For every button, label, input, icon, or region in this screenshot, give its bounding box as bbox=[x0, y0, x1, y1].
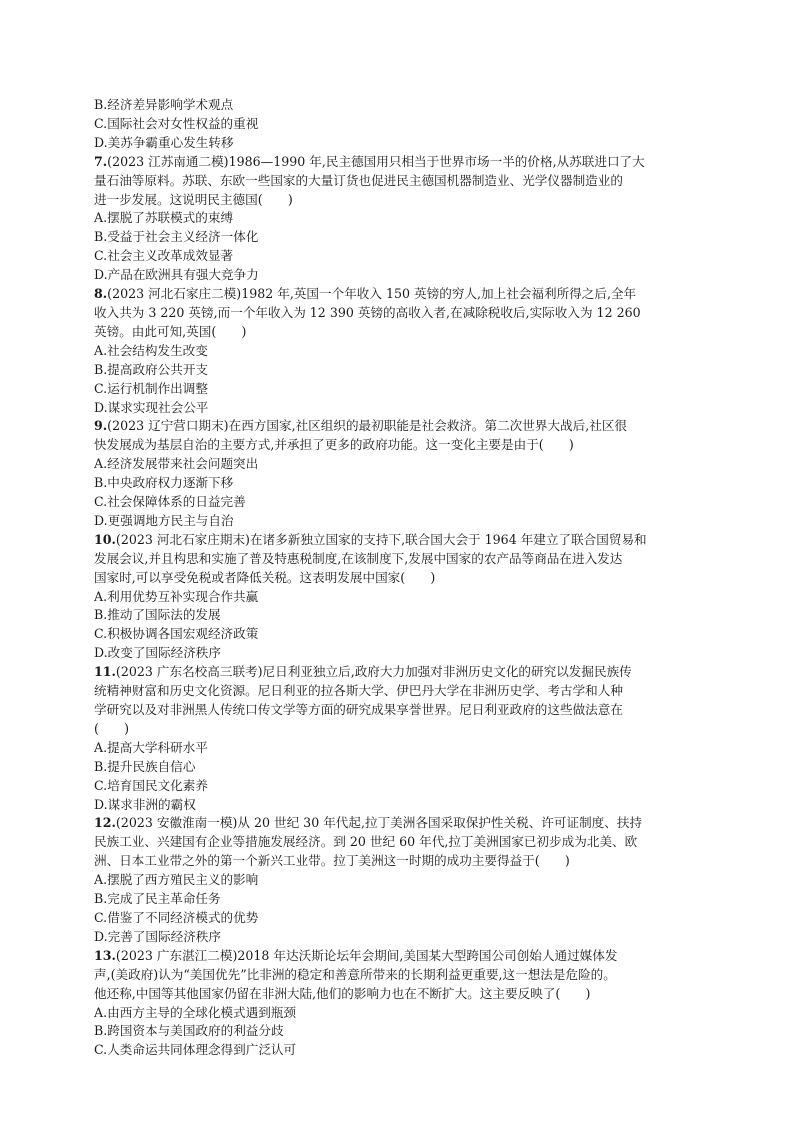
question-number: 9. bbox=[94, 418, 108, 434]
option-line: C.社会保障体系的日益完善 bbox=[94, 494, 246, 510]
option-line: D.更强调地方民主与自治 bbox=[94, 512, 234, 528]
option-line: A.利用优势互补实现合作共赢 bbox=[94, 588, 259, 604]
option-line: D.完善了国际经济秩序 bbox=[94, 928, 221, 944]
question-stem-text: (2023 辽宁营口期末)在西方国家,社区组织的最初职能是社会救济。第二次世界大战后,社区很 bbox=[107, 418, 628, 434]
question-stem-line: 学研究以及对非洲黑人传统口传文学等方面的研究成果享誉世界。尼日利亚政府的这些做法意在 bbox=[94, 702, 623, 717]
option-line: D.产品在欧洲具有强大竞争力 bbox=[94, 267, 259, 283]
option-line: A.由西方主导的全球化模式遇到瓶颈 bbox=[94, 1004, 297, 1020]
question-9 bbox=[94, 417, 712, 530]
question-stem-line: 进一步发展。这说明民主德国( ) bbox=[94, 191, 293, 207]
option-line: B.提升民族自信心 bbox=[94, 758, 196, 774]
option-line: C.积极协调各国宏观经济政策 bbox=[94, 626, 259, 642]
option-line: A.提高大学科研水平 bbox=[94, 739, 208, 755]
option-line: B.跨国资本与美国政府的利益分歧 bbox=[94, 1023, 284, 1039]
option-line: C.运行机制作出调整 bbox=[94, 380, 208, 396]
option-line: B.提高政府公共开支 bbox=[94, 361, 209, 377]
question-number: 8. bbox=[94, 286, 108, 302]
question-stem-line: 英镑。由此可知,英国( ) bbox=[94, 323, 247, 339]
question-13 bbox=[94, 947, 712, 1060]
question-stem-line bbox=[94, 417, 712, 436]
option-line: B.经济差异影响学术观点 bbox=[94, 97, 234, 112]
question-12 bbox=[94, 814, 712, 946]
option-line: C.人类命运共同体理念得到广泛认可 bbox=[94, 1042, 297, 1058]
option-line: B.中央政府权力逐渐下移 bbox=[94, 475, 234, 491]
question-stem-line: 量石油等原料。苏联、东欧一些国家的大量订货也促进民主德国机器制造业、光学仪器制造业的 bbox=[94, 172, 623, 188]
question-stem-line: 他还称,中国等其他国家仍留在非洲大陆,他们的影响力也在不断扩大。这主要反映了( ) bbox=[94, 985, 591, 1001]
question-stem-line: 民族工业、兴建国有企业等措施发展经济。到 20 世纪 60 年代,拉丁美洲国家已初步成为北美、欧 bbox=[94, 834, 638, 850]
question-stem-line: 国家时,可以享受免税或者降低关税。这表明发展中国家( ) bbox=[94, 569, 436, 585]
page-content bbox=[94, 96, 712, 1060]
question-stem-text: (2023 河北石家庄期末)在诸多新独立国家的支持下,联合国大会于 1964 年建立了联合国贸易和 bbox=[115, 531, 647, 547]
question-8 bbox=[94, 285, 712, 417]
question-stem-text: (2023 广东名校高三联考)尼日利亚独立后,政府大力加强对非洲历史文化的研究以发掘民族传 bbox=[115, 664, 632, 680]
question-11 bbox=[94, 663, 712, 814]
question-stem-line: 洲、日本工业带之外的第一个新兴工业带。拉丁美洲这一时期的成功主要得益于( ) bbox=[94, 853, 570, 869]
question-number: 13. bbox=[94, 947, 116, 963]
question-stem-line bbox=[94, 947, 712, 966]
option-line: A.摆脱了西方殖民主义的影响 bbox=[94, 872, 259, 888]
question-stem-line: 快发展成为基层自治的主要方式,并承担了更多的政府功能。这一变化主要是由于( ) bbox=[94, 437, 574, 453]
question-stem-line: ( ) bbox=[94, 720, 130, 736]
question-number: 7. bbox=[94, 153, 108, 169]
question-7 bbox=[94, 153, 712, 285]
option-line: A.摆脱了苏联模式的束缚 bbox=[94, 210, 234, 226]
question-stem-line: 声,(美政府)认为“美国优先”比非洲的稳定和善意所带来的长期利益更重要,这一想法是危险的。 bbox=[94, 966, 616, 982]
question-number: 12. bbox=[94, 815, 116, 831]
question-stem-line bbox=[94, 663, 712, 682]
question-number: 11. bbox=[94, 664, 116, 680]
question-stem-line: 发展会议,并且构思和实施了普及特惠税制度,在该制度下,发展中国家的农产品等商品在进入发达 bbox=[94, 550, 623, 566]
option-line: A.经济发展带来社会问题突出 bbox=[94, 456, 259, 472]
option-line: B.推动了国际法的发展 bbox=[94, 607, 221, 623]
question-stem-line bbox=[94, 153, 712, 172]
question-stem-text: (2023 安徽淮南一模)从 20 世纪 30 年代起,拉丁美洲各国采取保护性关税、许可证制度、扶持 bbox=[115, 815, 643, 831]
question-10 bbox=[94, 531, 712, 663]
question-stem-text: (2023 河北石家庄二模)1982 年,英国一个年收入 150 英镑的穷人,加上社会福利所得之后,全年 bbox=[107, 286, 637, 302]
question-stem-line bbox=[94, 531, 712, 550]
option-line: D.改变了国际经济秩序 bbox=[94, 645, 221, 661]
option-line: B.完成了民主革命任务 bbox=[94, 891, 221, 907]
option-line: C.国际社会对女性权益的重视 bbox=[94, 115, 259, 131]
option-line: D.美苏争霸重心发生转移 bbox=[94, 134, 234, 150]
question-stem-text: (2023 广东湛江二模)2018 年达沃斯论坛年会期间,美国某大型跨国公司创始人通过媒体发 bbox=[115, 947, 618, 963]
question-stem-text: (2023 江苏南通二模)1986—1990 年,民主德国用只相当于世界市场一半的价格,从苏联进口了大 bbox=[107, 153, 645, 169]
option-line: B.受益于社会主义经济一体化 bbox=[94, 229, 259, 245]
question-stem-line: 统精神财富和历史文化资源。尼日利亚的拉各斯大学、伊巴丹大学在非洲历史学、考古学和人种 bbox=[94, 683, 623, 699]
option-line: D.谋求实现社会公平 bbox=[94, 399, 209, 415]
question-stem-line: 收入共为 3 220 英镑,而一个年收入为 12 390 英镑的高收入者,在减除税收后,实际收入为 12 260 bbox=[94, 304, 641, 320]
option-line: C.培育国民文化素养 bbox=[94, 777, 208, 793]
option-line: C.借鉴了不同经济模式的优势 bbox=[94, 909, 259, 925]
option-line: D.谋求非洲的霸权 bbox=[94, 796, 196, 812]
question-stem-line bbox=[94, 285, 712, 304]
option-line: A.社会结构发生改变 bbox=[94, 342, 208, 358]
question-number: 10. bbox=[94, 531, 116, 547]
option-line: C.社会主义改革成效显著 bbox=[94, 248, 234, 264]
question-stem-line bbox=[94, 814, 712, 833]
